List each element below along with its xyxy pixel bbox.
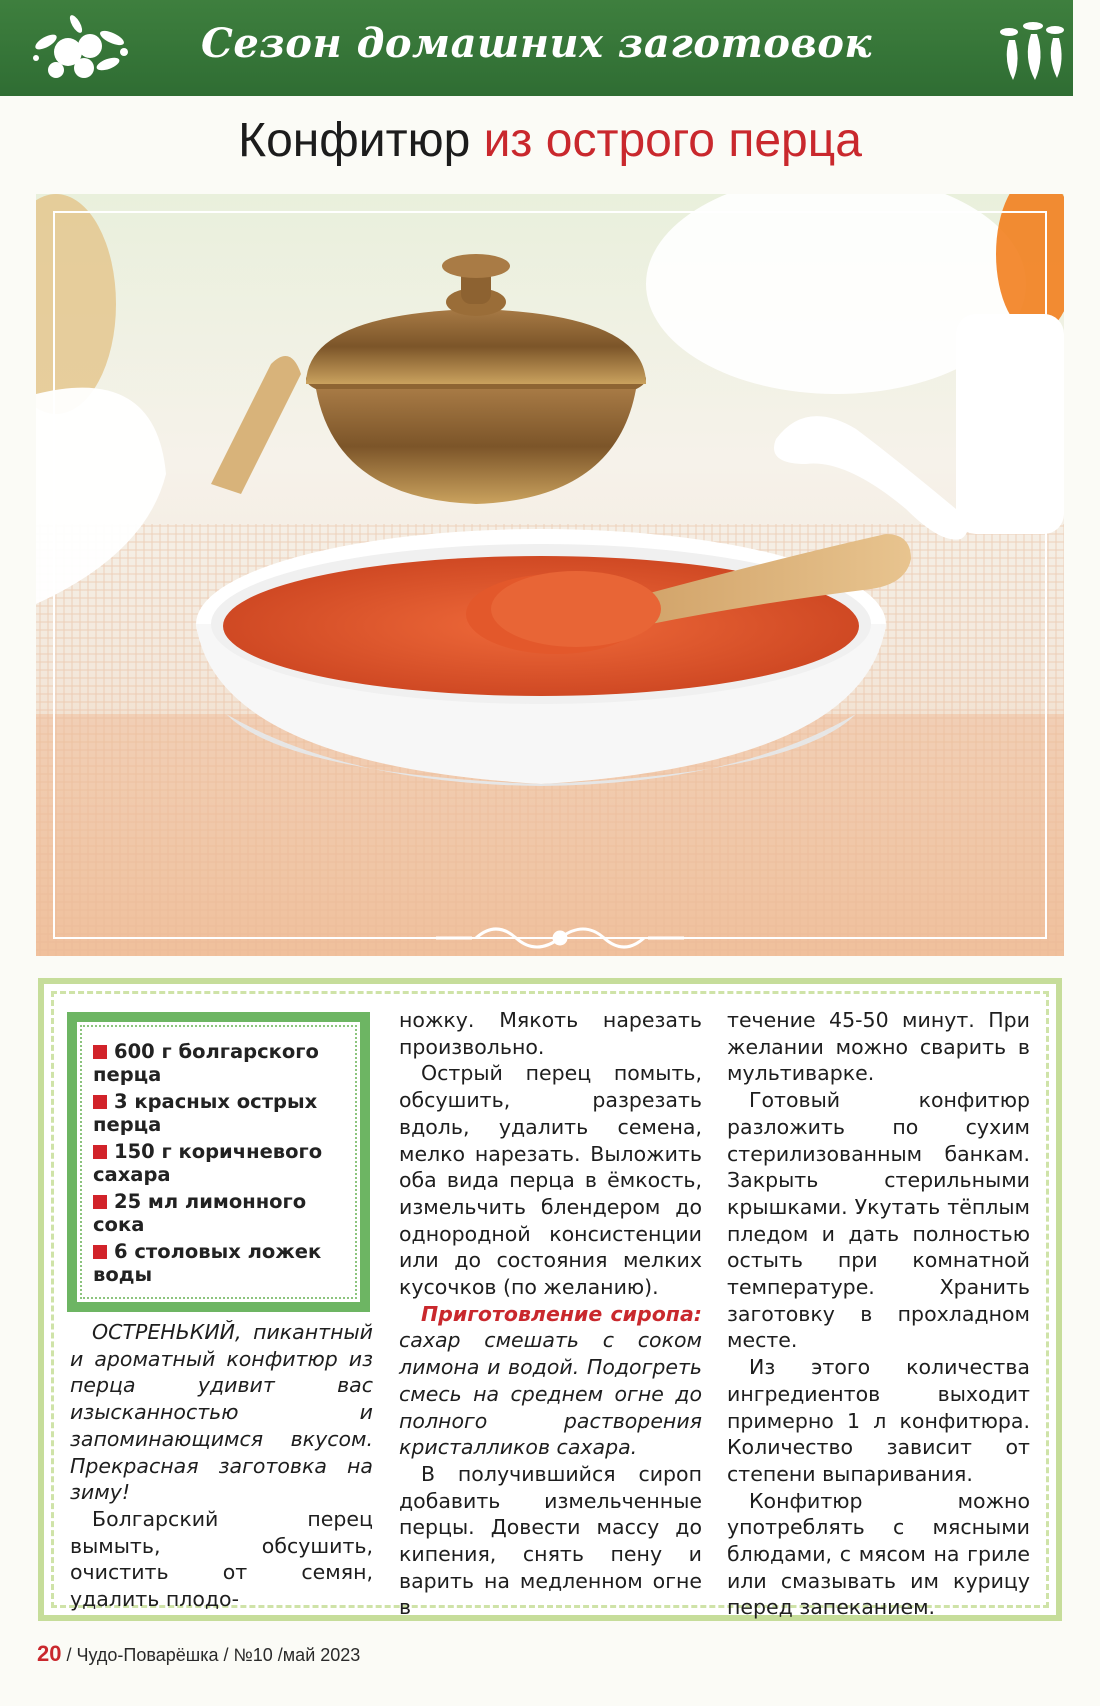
ingredient-text: 25 мл лимонного сока	[93, 1190, 307, 1236]
square-bullet-icon	[93, 1095, 107, 1109]
syrup-paragraph	[399, 1301, 702, 1461]
step-paragraph: Из этого количества ингредиентов выходит примерно 1 л конфитюра. Количество зависит от степени выпаривания.	[727, 1355, 1030, 1486]
intro-paragraph: ОСТРЕНЬКИЙ, пикантный и ароматный конфитюр из перца удивит вас изысканностью и запоминающимся вкусом. Прекрасная заготовка на зиму!	[70, 1320, 373, 1505]
dish-photo	[36, 194, 1064, 956]
publication-info: / Чудо-Поварёшка / №10 /май 2023	[66, 1645, 361, 1665]
ingredient-item	[93, 1240, 348, 1286]
ingredient-text: 3 красных острых перца	[93, 1090, 318, 1136]
step-paragraph: Болгарский перец вымыть, обсушить, очистить от семян, удалить плодо-	[70, 1506, 373, 1612]
square-bullet-icon	[93, 1145, 107, 1159]
syrup-heading: Приготовление сиропа:	[421, 1301, 702, 1326]
article-title	[0, 113, 1100, 168]
title-main: Конфитюр	[238, 114, 471, 167]
step-paragraph: Готовый конфитюр разложить по сухим стерилизованным банкам. Закрыть стерильными крышками. Укутать тёплым пледом и дать полностью остыть при комнатной температуре. Хранить заготовку в прохладном месте.	[727, 1088, 1030, 1353]
text-column-1	[70, 1319, 373, 1613]
text-column-2	[399, 1007, 702, 1621]
page-footer	[37, 1641, 360, 1667]
section-title: Сезон домашних заготовок	[200, 20, 872, 67]
ingredient-item	[93, 1140, 348, 1186]
ingredient-text: 150 г коричневого сахара	[93, 1140, 323, 1186]
step-paragraph: В получившийся сироп добавить измельченные перцы. Довести массу до кипения, снять пену и варить на медленном огне в	[399, 1461, 702, 1620]
ingredient-item	[93, 1090, 348, 1136]
square-bullet-icon	[93, 1245, 107, 1259]
syrup-text: сахар смешать с соком лимона и водой. Подогреть смесь на среднем огне до полного растворения кристалликов сахара.	[399, 1328, 702, 1460]
step-paragraph: Конфитюр можно употреблять с мясными блюдами, с мясом на гриле или смазывать им курицу перед запеканием.	[727, 1488, 1030, 1620]
ingredient-text: 6 столовых ложек воды	[93, 1240, 322, 1286]
pepper-ornament-icon	[989, 10, 1073, 90]
ingredient-item	[93, 1040, 348, 1086]
ingredients-box	[67, 1012, 370, 1312]
section-header-band	[0, 0, 1073, 96]
step-paragraph: ножку. Мякоть нарезать произвольно.	[399, 1008, 702, 1059]
square-bullet-icon	[93, 1045, 107, 1059]
step-paragraph: Острый перец помыть, обсушить, разрезать вдоль, удалить семена, мелко нарезать. Выложить оба вида перца в ёмкость, измельчить блендером до однородной консистенции или до состояния мелких кусочков (по желанию).	[399, 1061, 702, 1300]
title-accent: из острого перца	[483, 114, 862, 167]
step-paragraph: течение 45-50 минут. При желании можно сварить в мультиварке.	[727, 1008, 1030, 1086]
ingredient-item	[93, 1190, 348, 1236]
page-number: 20	[37, 1641, 62, 1666]
square-bullet-icon	[93, 1195, 107, 1209]
ingredient-text: 600 г болгарского перца	[93, 1040, 319, 1086]
text-column-3	[727, 1007, 1030, 1621]
